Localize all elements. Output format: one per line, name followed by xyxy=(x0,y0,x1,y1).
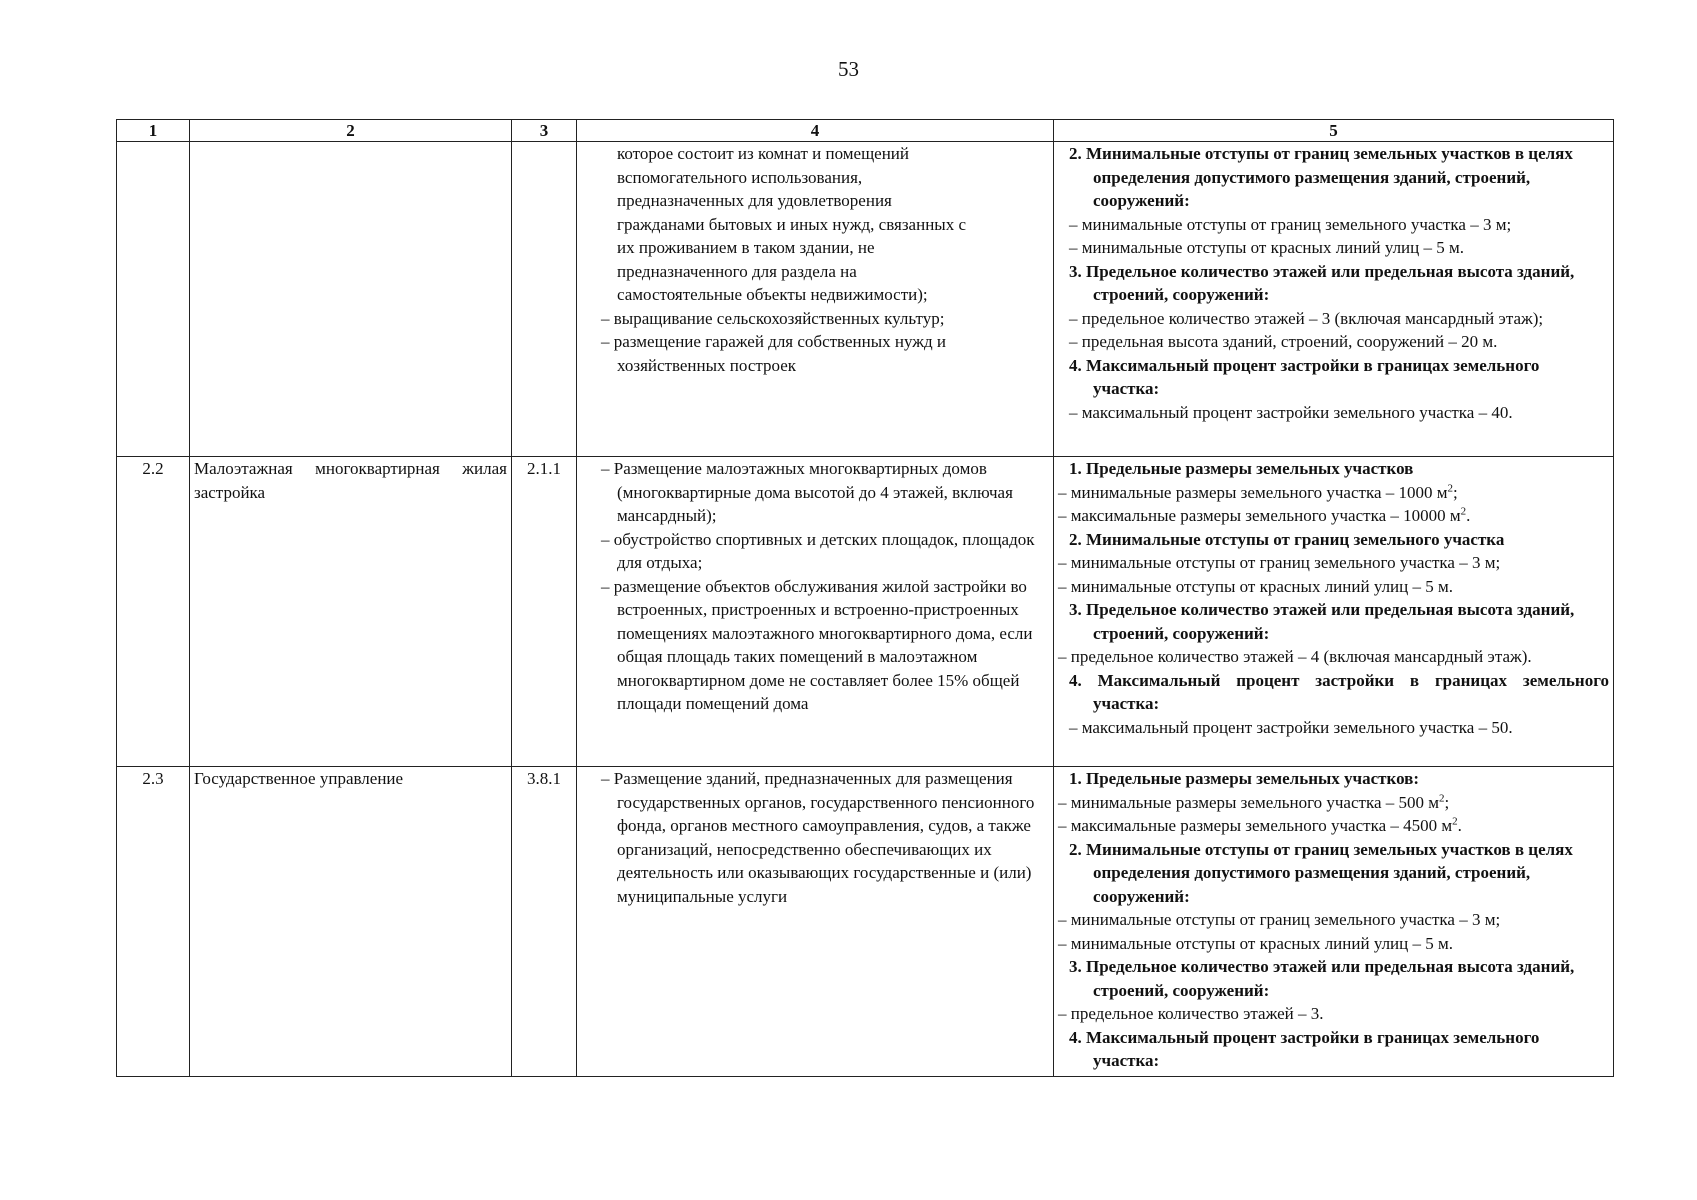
column-header-2: 2 xyxy=(190,120,512,142)
description-item: – размещение объектов обслуживания жилой застройки во встроенных, пристроенных и встроенно-пристроенных помещениях малоэтажного многоквартирного дома, если общая площадь таких помещений в малоэтажном многоквартирном доме не составляет более 15% общей площади помещений дома xyxy=(601,576,1033,713)
parameter-item: – минимальные отступы от красных линий улиц – 5 м. xyxy=(1069,238,1465,257)
description-line: предназначенных для удовлетворения xyxy=(617,191,892,210)
use-type-name-cell: Малоэтажная многоквартирная жилая застройка xyxy=(190,457,512,767)
parameter-item: – максимальные размеры земельного участка – 4500 $м^2$. xyxy=(1058,815,1462,835)
parameter-heading: 3. Предельное количество этажей или предельная высота зданий, строений, сооружений: xyxy=(1069,600,1575,643)
description-line: вспомогательного использования, xyxy=(617,167,863,187)
parameter-item: – минимальные отступы от красных линий улиц – 5 м. xyxy=(1058,933,1454,953)
row-number-cell: 2.2 xyxy=(117,457,190,767)
description-line: предназначенного для раздела на xyxy=(617,261,857,281)
parameter-item: – минимальные размеры земельного участка – 1000 $м^2$; xyxy=(1058,481,1458,502)
use-type-code-cell: 3.8.1 xyxy=(512,767,577,1077)
parameter-heading: 3. Предельное количество этажей или предельная высота зданий, строений, сооружений: xyxy=(1069,957,1575,1000)
parameter-item: – минимальные отступы от красных линий улиц – 5 м. xyxy=(1058,576,1454,596)
parameter-heading: 1. Предельные размеры земельных участков: xyxy=(1069,769,1420,788)
parameter-item: – предельное количество этажей – 3. xyxy=(1058,1004,1324,1023)
parameter-heading: 2. Минимальные отступы от границ земельного участка xyxy=(1069,529,1505,549)
parameter-item: – максимальные размеры земельного участка – 10000 $м^2$. xyxy=(1058,505,1471,525)
parameters-cell xyxy=(1054,457,1614,767)
parameter-item: – минимальные отступы от границ земельного участка – 3 м; xyxy=(1058,910,1501,929)
column-header-3: 3 xyxy=(512,120,577,142)
parameter-item: – минимальные отступы от границ земельного участка – 3 м; xyxy=(1058,553,1501,572)
parameter-heading: 2. Минимальные отступы от границ земельных участков в целях определения допустимого размещения зданий, строений, сооружений: xyxy=(1069,144,1573,210)
parameter-item: – минимальные отступы от границ земельного участка – 3 м; xyxy=(1069,214,1512,234)
description-line: самостоятельные объекты недвижимости); xyxy=(617,285,928,304)
column-header-4: 4 xyxy=(577,120,1054,142)
parameter-item: – предельное количество этажей – 3 (включая мансардный этаж); xyxy=(1069,308,1544,328)
table-row xyxy=(117,767,1614,1077)
parameter-heading: 4. Максимальный процент застройки в границах земельного участка: xyxy=(1069,355,1540,398)
parameter-item: – максимальный процент застройки земельного участка – 50. xyxy=(1069,717,1513,737)
description-item: – обустройство спортивных и детских площадок, площадок для отдыха; xyxy=(601,529,1035,572)
zoning-table xyxy=(116,119,1614,1077)
description-item: – Размещение зданий, предназначенных для размещения государственных органов, государственного пенсионного фонда, органов местного самоуправления, судов, а также организаций, непосредственно обеспечивающих их деятельность или оказывающих государственные и (или) муниципальные услуги xyxy=(601,769,1035,906)
row-number-cell: 2.3 xyxy=(117,767,190,1077)
parameter-item: – максимальный процент застройки земельного участка – 40. xyxy=(1069,402,1513,422)
table-row xyxy=(117,457,1614,767)
column-header-1: 1 xyxy=(117,120,190,142)
parameter-heading: 4. Максимальный процент застройки в границах земельного участка: xyxy=(1069,1027,1540,1070)
description-line: которое состоит из комнат и помещений xyxy=(617,144,910,163)
parameters-cell xyxy=(1054,767,1614,1077)
parameter-heading: 1. Предельные размеры земельных участков xyxy=(1069,459,1414,478)
use-type-code-cell xyxy=(512,142,577,457)
description-item: – размещение гаражей для собственных нужд и хозяйственных построек xyxy=(601,332,947,375)
row-number-cell xyxy=(117,142,190,457)
parameter-item: – предельное количество этажей – 4 (включая мансардный этаж). xyxy=(1058,647,1532,666)
parameter-heading: 2. Минимальные отступы от границ земельных участков в целях определения допустимого размещения зданий, строений, сооружений: xyxy=(1069,839,1573,906)
column-header-5: 5 xyxy=(1054,120,1614,142)
description-item: – выращивание сельскохозяйственных культур; xyxy=(601,308,945,328)
use-type-name-cell: Государственное управление xyxy=(190,767,512,1077)
page-number: 53 xyxy=(838,57,859,81)
table-row xyxy=(117,142,1614,457)
use-description-cell xyxy=(577,767,1054,1077)
use-description-cell xyxy=(577,457,1054,767)
description-line: их проживанием в таком здании, не xyxy=(617,238,875,257)
table-header-row xyxy=(117,120,1614,142)
use-description-cell xyxy=(577,142,1054,457)
parameters-cell xyxy=(1054,142,1614,457)
parameter-heading: 4. Максимальный процент застройки в границах земельного участка: xyxy=(1069,670,1609,713)
parameter-item: – минимальные размеры земельного участка – 500 $м^2$; xyxy=(1058,791,1450,812)
use-type-name-cell xyxy=(190,142,512,457)
use-type-code-cell: 2.1.1 xyxy=(512,457,577,767)
description-item: – Размещение малоэтажных многоквартирных домов (многоквартирные дома высотой до 4 этажей, включая мансардный); xyxy=(601,459,1013,525)
description-line: гражданами бытовых и иных нужд, связанных с xyxy=(617,214,967,234)
parameter-heading: 3. Предельное количество этажей или предельная высота зданий, строений, сооружений: xyxy=(1069,261,1575,304)
parameter-item: – предельная высота зданий, строений, сооружений – 20 м. xyxy=(1069,332,1498,351)
